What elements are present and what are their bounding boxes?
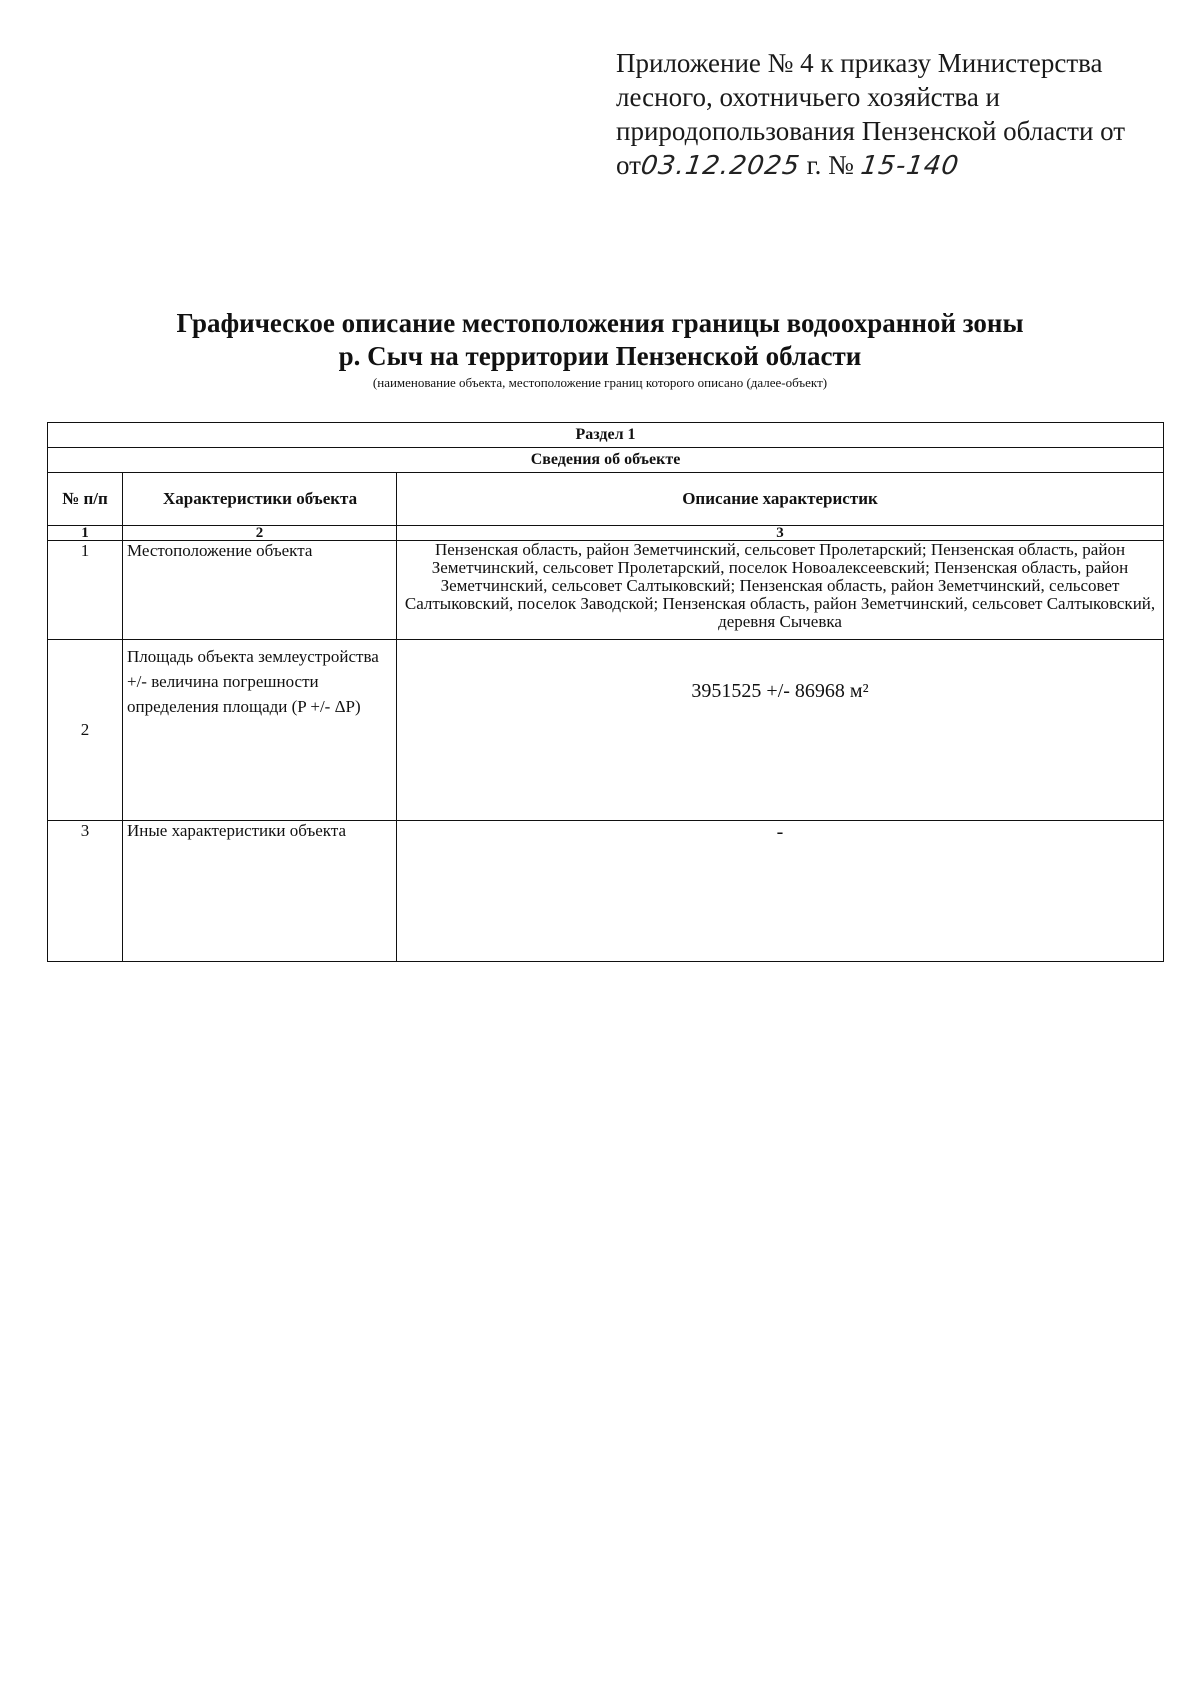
appendix-line-4 bbox=[616, 148, 1176, 183]
column-number: 3 bbox=[397, 526, 1164, 541]
document-title-line-1: Графическое описание местоположения границы водоохранной зоны bbox=[176, 308, 1024, 338]
column-number: 2 bbox=[123, 526, 397, 541]
section-label: Раздел 1 bbox=[48, 423, 1164, 448]
table-row bbox=[48, 821, 1164, 962]
appendix-line-3: природопользования Пензенской области от bbox=[616, 116, 1126, 146]
handwritten-date: 03.12.2025 bbox=[638, 151, 802, 181]
header-characteristics: Характеристики объекта bbox=[123, 473, 397, 526]
column-number: 1 bbox=[48, 526, 123, 541]
object-info-table bbox=[47, 422, 1164, 962]
section-title-row bbox=[48, 448, 1164, 473]
document-title-line-2: р. Сыч на территории Пензенской области bbox=[338, 341, 862, 371]
document-title-block bbox=[40, 307, 1160, 391]
appendix-date-prefix: от bbox=[616, 150, 641, 180]
column-number-row bbox=[48, 526, 1164, 541]
appendix-header bbox=[616, 46, 1176, 183]
row-value: - bbox=[397, 821, 1164, 962]
table-row bbox=[48, 541, 1164, 640]
row-characteristic: Площадь объекта землеустройства +/- величина погрешности определения площади (P +/- ΔP) bbox=[123, 640, 397, 821]
table-row bbox=[48, 640, 1164, 821]
table-header-row bbox=[48, 473, 1164, 526]
row-characteristic: Иные характеристики объекта bbox=[123, 821, 397, 962]
section-title: Сведения об объекте bbox=[48, 448, 1164, 473]
row-value: 3951525 +/- 86968 м² bbox=[397, 640, 1164, 821]
document-subtitle: (наименование объекта, местоположение границ которого описано (далее-объект) bbox=[372, 375, 828, 390]
header-num: № п/п bbox=[48, 473, 123, 526]
header-description: Описание характеристик bbox=[397, 473, 1164, 526]
row-value: Пензенская область, район Земетчинский, сельсовет Пролетарский; Пензенская область, район Земетчинский, сельсовет Пролетарский, поселок Новоалексеевский; Пензенская область, район Земетчинский, сельсовет Салтыковский; Пензенская область, район Земетчинский, сельсовет Салтыковский, поселок Заводской; Пензенская область, район Земетчинский, сельсовет Салтыковский, деревня Сычевка bbox=[397, 541, 1164, 640]
section-row bbox=[48, 423, 1164, 448]
appendix-line-1: Приложение № 4 к приказу Министерства bbox=[616, 48, 1103, 78]
appendix-line-2: лесного, охотничьего хозяйства и bbox=[616, 82, 1000, 112]
row-number: 3 bbox=[48, 821, 123, 962]
row-characteristic: Местоположение объекта bbox=[123, 541, 397, 640]
row-number: 1 bbox=[48, 541, 123, 640]
appendix-number-label: г. № bbox=[806, 150, 854, 180]
handwritten-order-number: 15-140 bbox=[858, 151, 961, 181]
row-number: 2 bbox=[48, 640, 123, 821]
